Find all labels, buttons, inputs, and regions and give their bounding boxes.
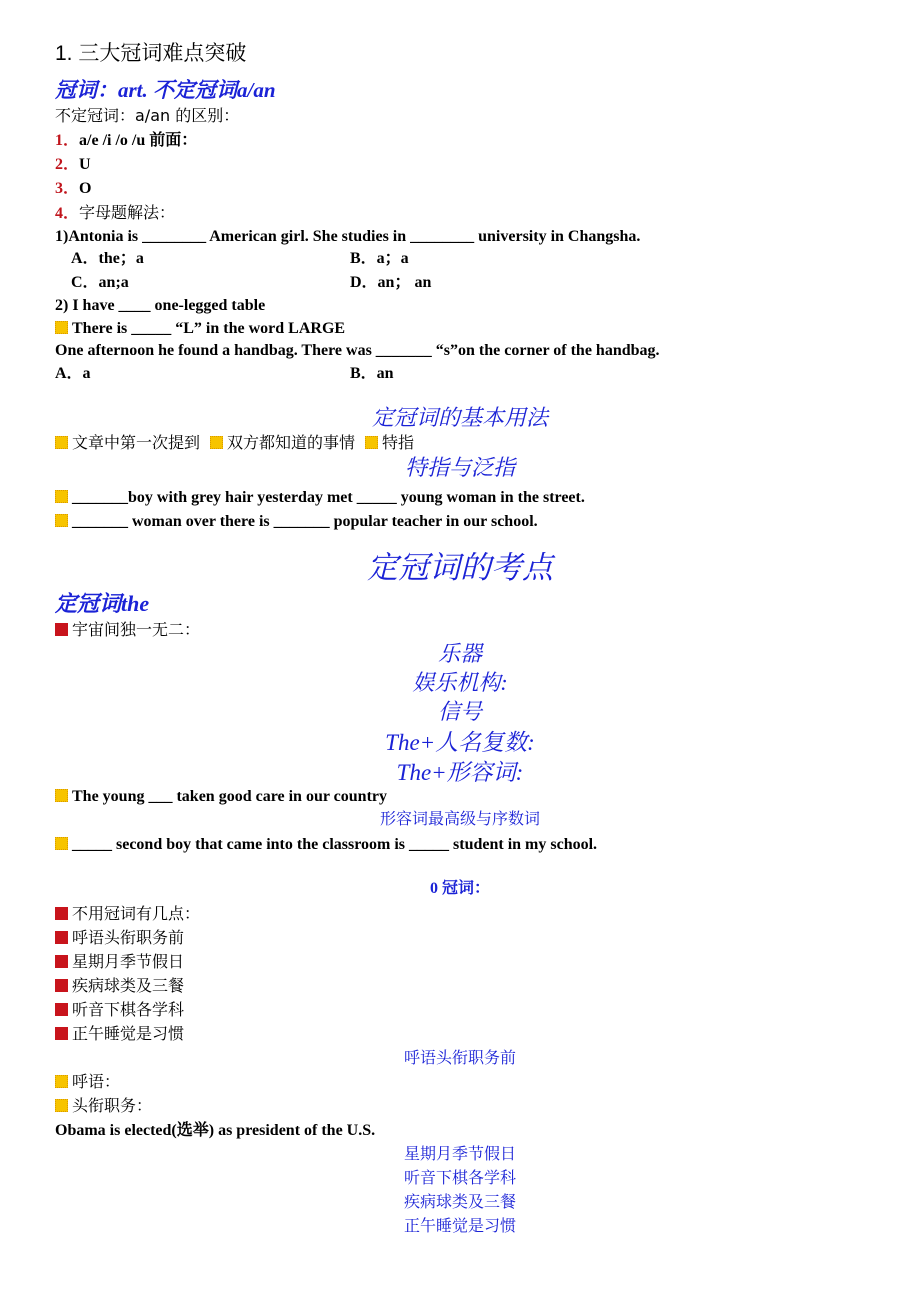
- q4-option-a: A．a: [55, 365, 91, 382]
- question-2: 2) I have ____ one-legged table: [55, 297, 266, 314]
- q1-option-c: C．an;a: [71, 274, 129, 291]
- exercise-4: _____ second boy that came into the classroom is _____ student in my school.: [55, 835, 597, 855]
- question-1: 1)Antonia is ________ American girl. She studies in ________ university in Changsha.: [55, 228, 641, 245]
- no-article-item: 呼语头衔职务前: [55, 928, 184, 949]
- red-square-icon: [55, 1027, 68, 1040]
- center-item-instruments: 乐器: [437, 641, 482, 666]
- no-article-item: 听音下棋各学科: [55, 1000, 184, 1021]
- yellow-square-icon: [55, 789, 68, 802]
- vocative-item: 呼语：: [55, 1072, 120, 1093]
- yellow-square-icon: [210, 436, 223, 449]
- red-square-icon: [55, 907, 68, 920]
- yellow-square-icon: [55, 436, 68, 449]
- yellow-square-icon: [55, 837, 68, 850]
- question-3: There is _____ “L” in the word LARGE: [55, 319, 345, 339]
- specific-heading: 特指与泛指: [404, 455, 515, 480]
- bottom-item-days: 星期月季节假日: [403, 1144, 516, 1163]
- no-article-item: 疾病球类及三餐: [55, 976, 184, 997]
- exercise-3: The young ___ taken good care in our country: [55, 787, 387, 807]
- yellow-square-icon: [55, 1099, 68, 1112]
- exercise-1: _______boy with grey hair yesterday met _____ young woman in the street.: [55, 488, 585, 508]
- definite-the-heading: 定冠词the: [55, 591, 150, 616]
- red-square-icon: [55, 1003, 68, 1016]
- indefinite-intro: 不定冠词：a/an 的区别：: [55, 106, 240, 125]
- red-square-icon: [55, 931, 68, 944]
- red-square-icon: [55, 955, 68, 968]
- question-4: One afternoon he found a handbag. There was _______ “s”on the corner of the handbag.: [55, 342, 660, 359]
- title-item: 头衔职务：: [55, 1096, 152, 1117]
- rule-3: 3．O: [55, 180, 92, 197]
- yellow-square-icon: [55, 1075, 68, 1088]
- exercise-2: _______ woman over there is _______ popular teacher in our school.: [55, 512, 538, 532]
- q1-option-a: A．the；a: [71, 250, 144, 267]
- definite-basic-heading: 定冠词的基本用法: [371, 405, 548, 430]
- center-item-plural-names: The+人名复数:: [385, 730, 535, 755]
- no-article-item: 星期月季节假日: [55, 952, 184, 973]
- no-article-item: 正午睡觉是习惯: [55, 1024, 184, 1045]
- rule-1: 1．a/e /i /o /u 前面：: [55, 132, 198, 149]
- q4-option-b: B．an: [350, 365, 394, 382]
- definite-points-heading: 定冠词的考点: [367, 550, 553, 585]
- q1-option-d: D．an； an: [350, 274, 432, 291]
- red-square-icon: [55, 979, 68, 992]
- bottom-item-music: 听音下棋各学科: [403, 1168, 516, 1187]
- red-square-icon: [55, 623, 68, 636]
- q1-option-b: B．a；a: [350, 250, 409, 267]
- center-item-signal: 信号: [437, 699, 482, 724]
- unique-item: 宇宙间独一无二：: [55, 620, 200, 641]
- yellow-square-icon: [55, 321, 68, 334]
- bottom-item-disease: 疾病球类及三餐: [403, 1192, 516, 1211]
- page-title: 1. 三大冠词难点突破: [55, 42, 247, 65]
- yellow-square-icon: [365, 436, 378, 449]
- definite-uses: 文章中第一次提到 双方都知道的事情 特指: [55, 433, 414, 454]
- no-article-item: 不用冠词有几点：: [55, 904, 200, 925]
- vocative-heading: 呼语头衔职务前: [403, 1048, 516, 1067]
- zero-article-heading: 0 冠词：: [429, 880, 490, 897]
- bottom-item-habit: 正午睡觉是习惯: [403, 1216, 516, 1235]
- article-heading: 冠词：art. 不定冠词a/an: [55, 78, 276, 102]
- yellow-square-icon: [55, 514, 68, 527]
- yellow-square-icon: [55, 490, 68, 503]
- superlative-heading: 形容词最高级与序数词: [379, 809, 540, 828]
- rule-2: 2．U: [55, 156, 91, 173]
- center-item-adjective: The+形容词:: [396, 760, 524, 785]
- rule-4: 4．字母题解法：: [55, 203, 176, 222]
- obama-example: Obama is elected(选举) as president of the U.S.: [55, 1122, 376, 1139]
- center-item-entertainment: 娱乐机构:: [412, 670, 508, 695]
